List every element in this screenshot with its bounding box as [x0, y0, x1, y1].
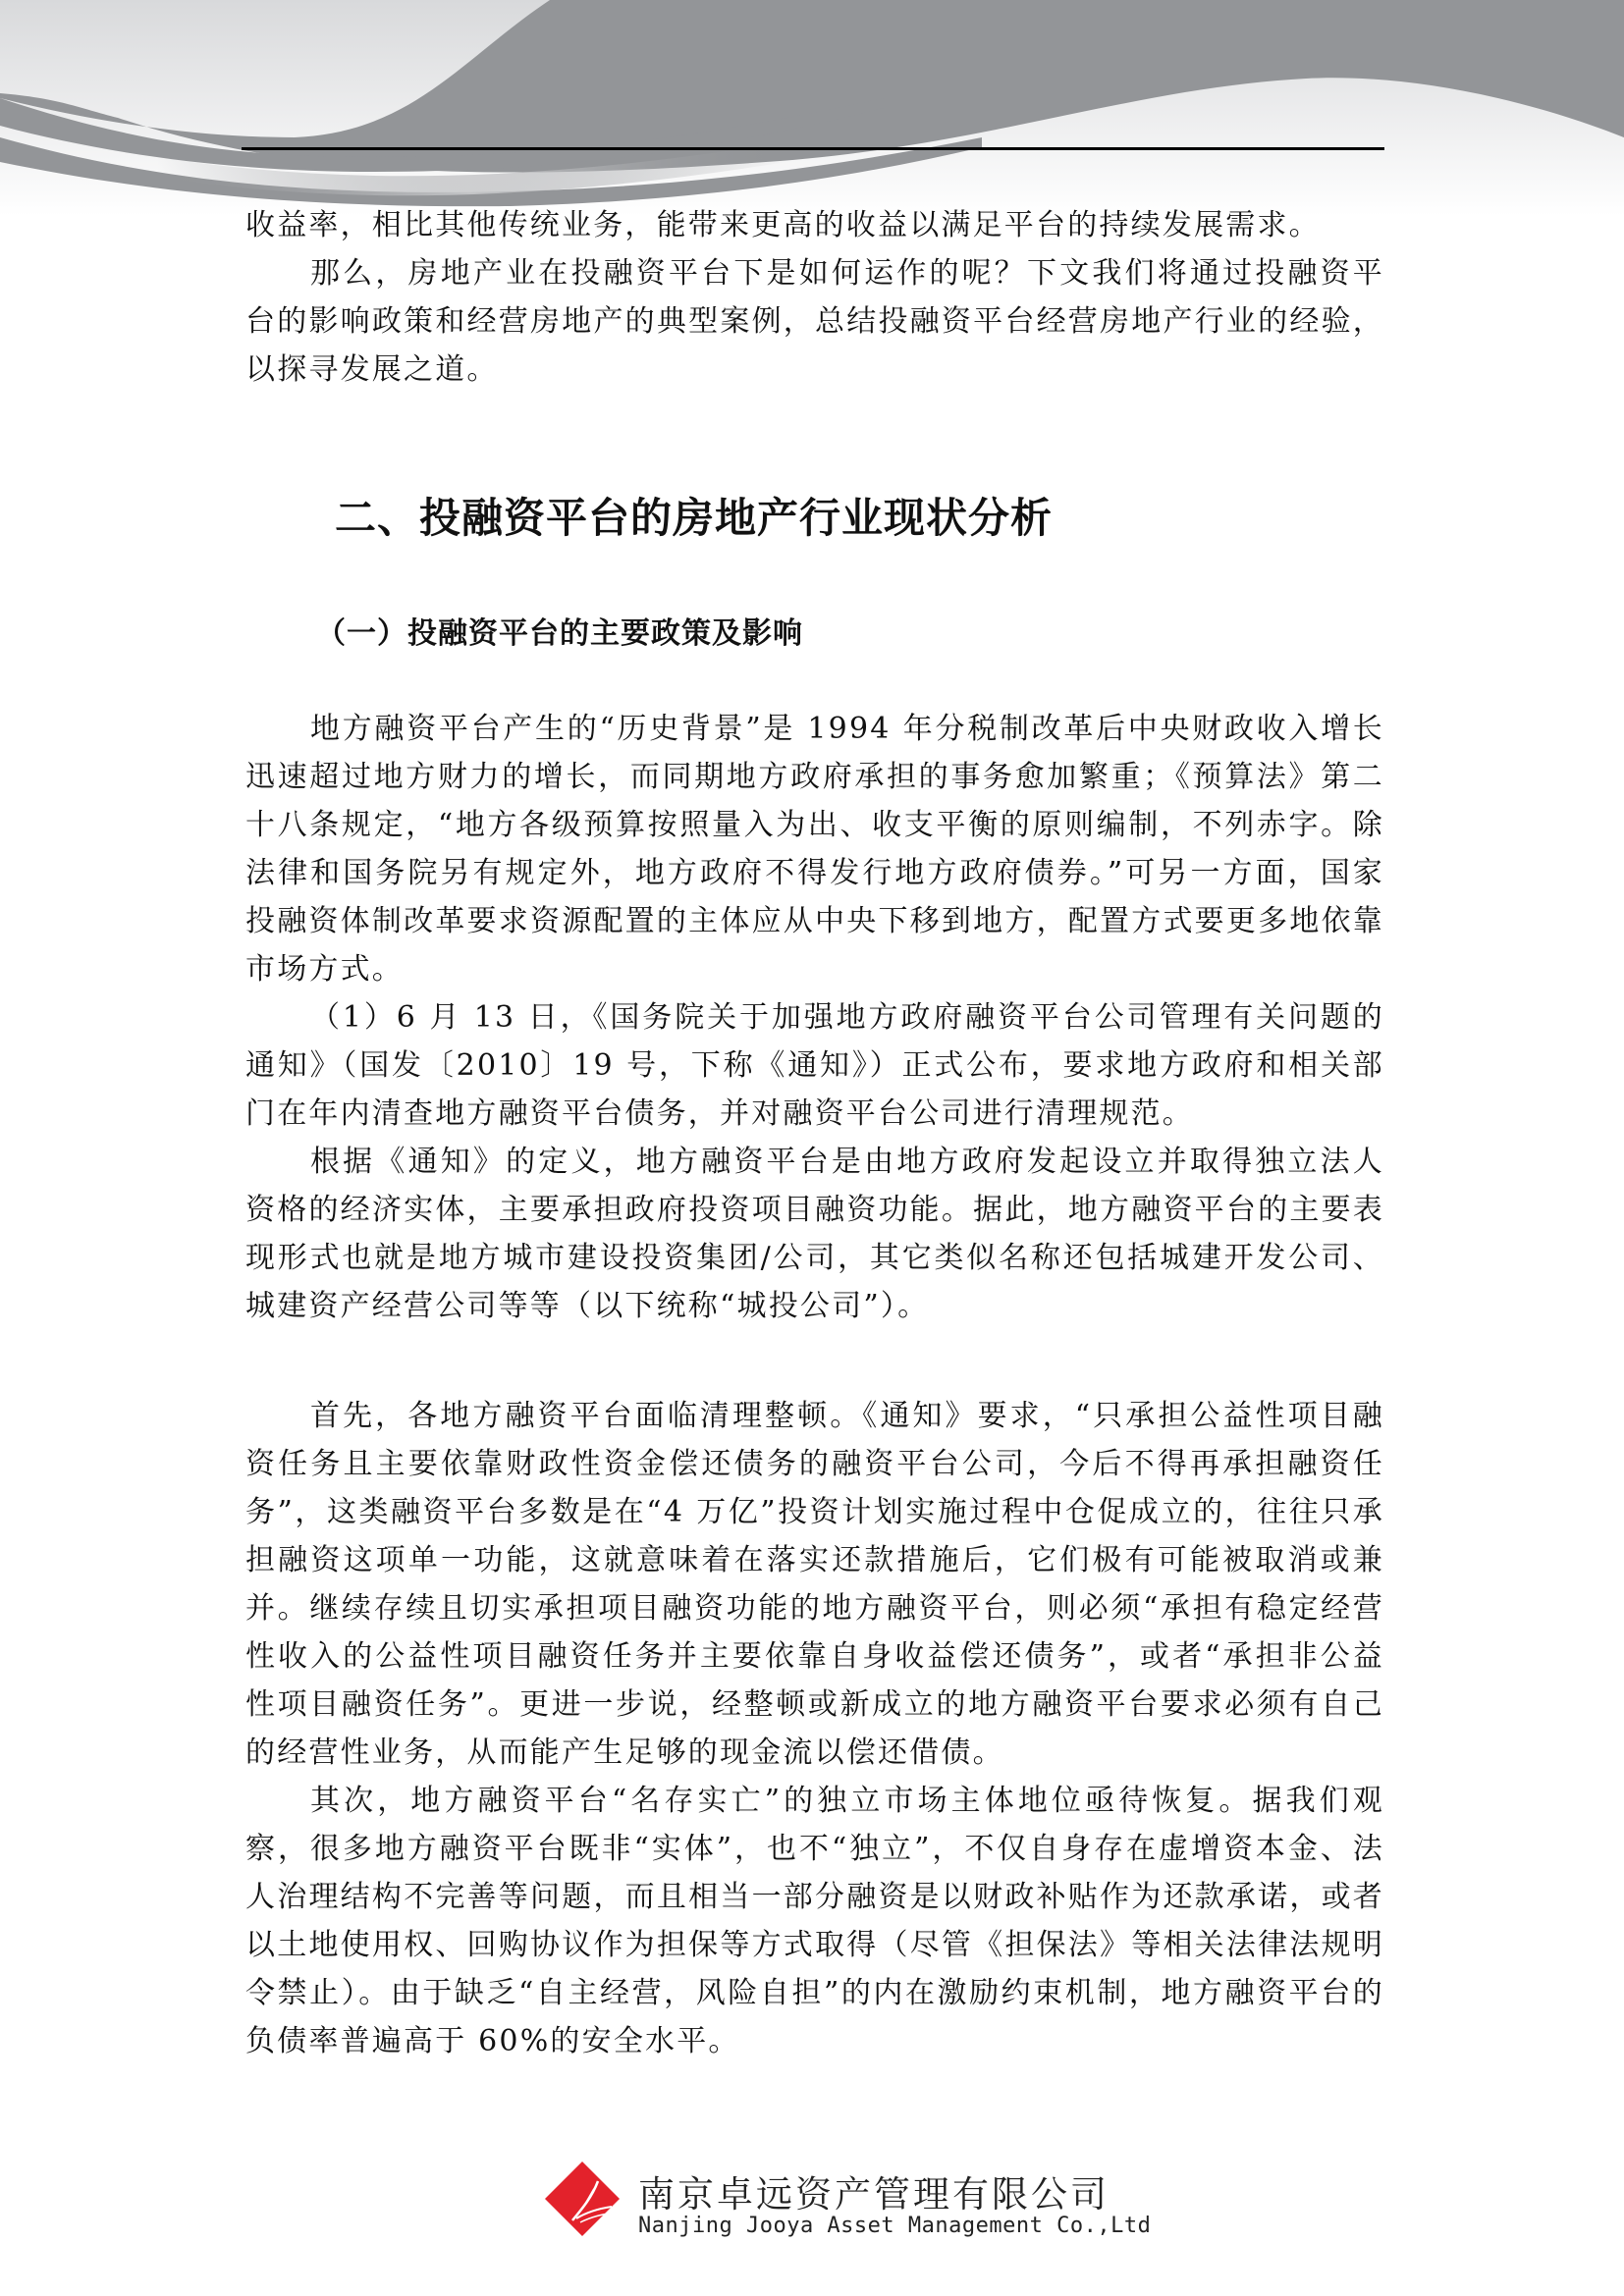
paragraph: 那么，房地产业在投融资平台下是如何运作的呢？下文我们将通过投融资平台的影响政策和经营房地产的典型案例，总结投融资平台经营房地产行业的经验，以探寻发展之道。	[245, 256, 1384, 387]
intro-text	[245, 201, 1384, 394]
paragraph: 其次，地方融资平台“名存实亡”的独立市场主体地位亟待恢复。据我们观察，很多地方融资平台既非“实体”，也不“独立”，不仅自身存在虚增资本金、法人治理结构不完善等问题，而且相当一部分融资是以财政补贴作为还款承诺，或者以土地使用权、回购协议作为担保等方式取得（尽管《担保法》等相关法律法规明令禁止）。由于缺乏“自主经营，风险自担”的内在激励约束机制，地方融资平台的负债率普遍高于 60%的安全水平。	[245, 1784, 1384, 2058]
policy-background-section	[245, 705, 1384, 1330]
section-title: 二、投融资平台的房地产行业现状分析	[335, 494, 1054, 542]
paragraph: 收益率，相比其他传统业务，能带来更高的收益以满足平台的持续发展需求。	[245, 208, 1321, 242]
paragraph: 根据《通知》的定义，地方融资平台是由地方政府发起设立并取得独立法人资格的经济实体，主要承担政府投资项目融资功能。据此，地方融资平台的主要表现形式也就是地方城市建设投资集团/公司，其它类似名称还包括城建开发公司、城建资产经营公司等等（以下统称“城投公司”）。	[245, 1145, 1384, 1323]
paragraph: （1）6 月 13 日，《国务院关于加强地方政府融资平台公司管理有关问题的通知》（国发〔2010〕19 号，下称《通知》）正式公布，要求地方政府和相关部门在年内清查地方融资平台债务，并对融资平台公司进行清理规范。	[245, 1000, 1384, 1131]
red-diamond-logo-icon	[543, 2160, 622, 2238]
paragraph: 首先，各地方融资平台面临清理整顿。《通知》要求，“只承担公益性项目融资任务且主要依靠财政性资金偿还债务的融资平台公司，今后不得再承担融资任务”，这类融资平台多数是在“4 万亿”投资计划实施过程中仓促成立的，往往只承担融资这项单一功能，这就意味着在落实还款措施后，它们极有可能被取消或兼并。继续存续且切实承担项目融资功能的地方融资平台，则必须“承担有稳定经营性收入的公益性项目融资任务并主要依靠自身收益偿还债务”，或者“承担非公益性项目融资任务”。更进一步说，经整顿或新成立的地方融资平台要求必须有自己的经营性业务，从而能产生足够的现金流以偿还借债。	[245, 1399, 1384, 1770]
impact-analysis-section	[245, 1392, 1384, 2065]
header-rule	[242, 147, 1384, 150]
company-name-cn: 南京卓远资产管理有限公司	[638, 2173, 1110, 2216]
header-wave-decoration	[0, 0, 1624, 216]
company-name-en: Nanjing Jooya Asset Management Co.,Ltd	[638, 2214, 1152, 2238]
paragraph: 地方融资平台产生的“历史背景”是 1994 年分税制改革后中央财政收入增长迅速超过地方财力的增长，而同期地方政府承担的事务愈加繁重；《预算法》第二十八条规定，“地方各级预算按照量入为出、收支平衡的原则编制，不列赤字。除法律和国务院另有规定外，地方政府不得发行地方政府债券。”可另一方面，国家投融资体制改革要求资源配置的主体应从中央下移到地方，配置方式要更多地依靠市场方式。	[245, 712, 1384, 987]
subsection-title: （一）投融资平台的主要政策及影响	[316, 616, 803, 651]
